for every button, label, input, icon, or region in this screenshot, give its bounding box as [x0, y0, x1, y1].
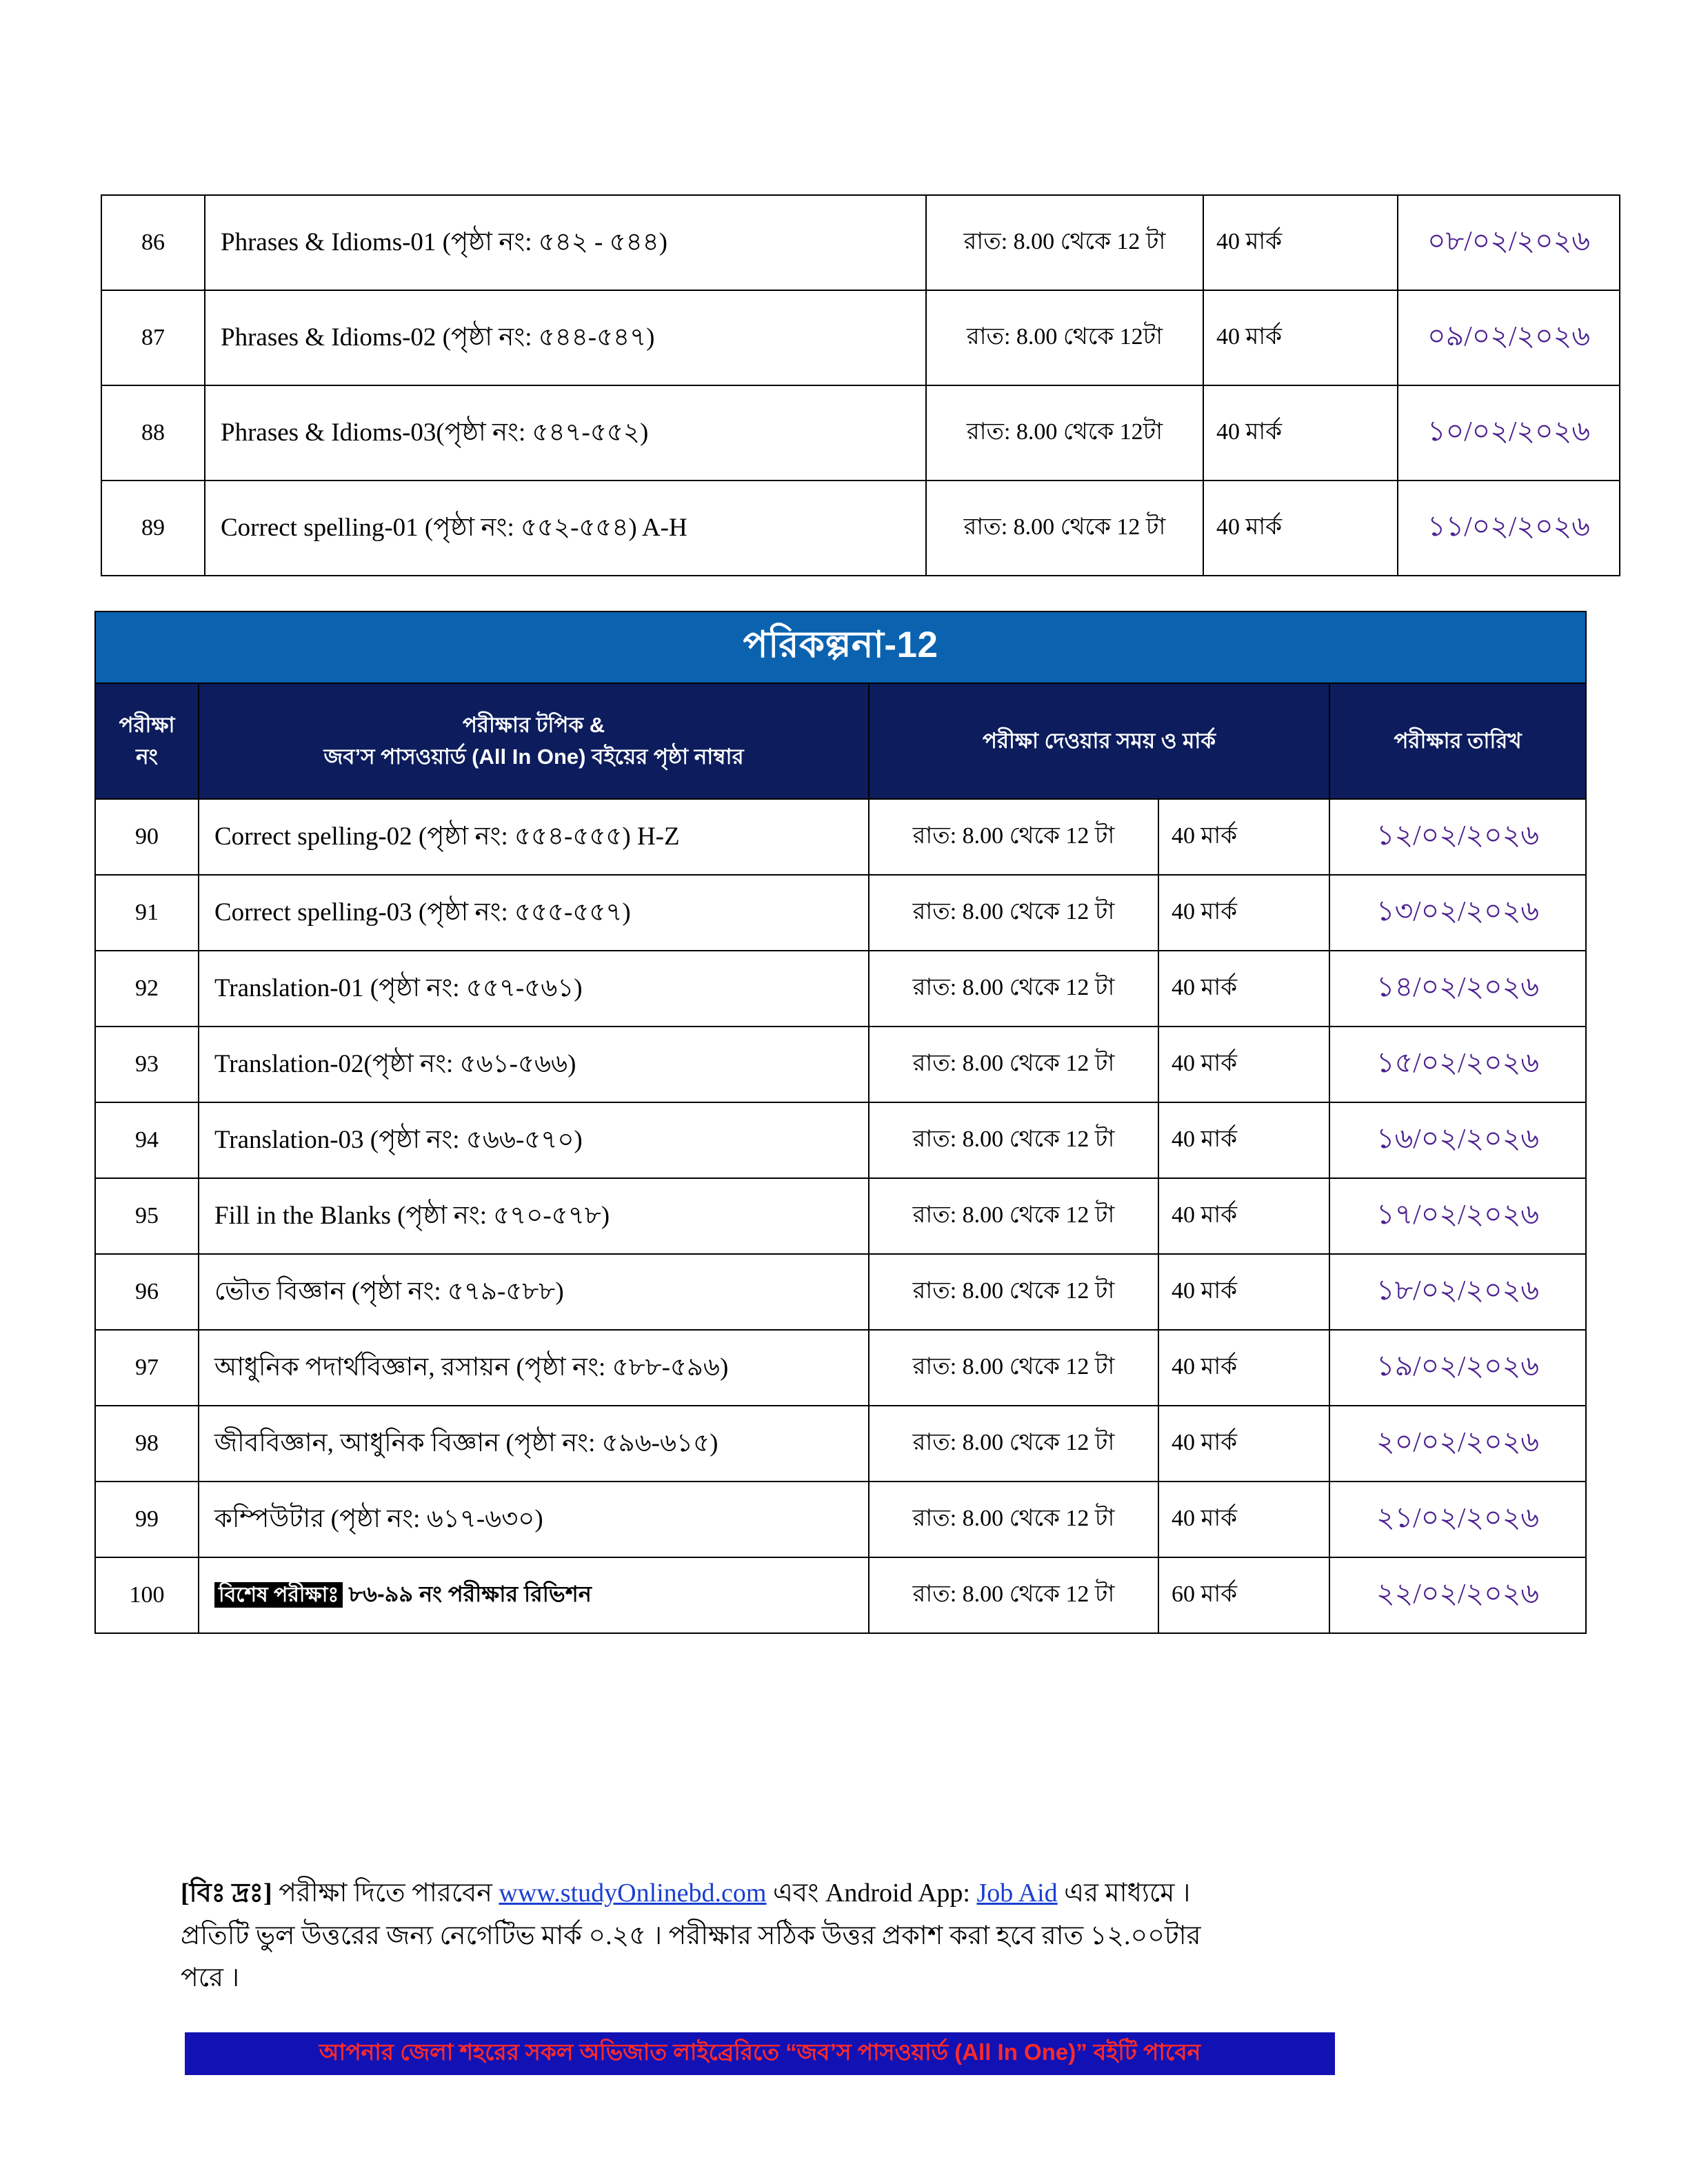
- cell-exam-date: ১৪/০২/২০২৬: [1329, 951, 1586, 1027]
- table-row-special: [95, 1557, 1586, 1633]
- cell-exam-date: ২০/০২/২০২৬: [1329, 1406, 1586, 1482]
- cell-exam-time: রাত: 8.00 থেকে 12 টা: [869, 875, 1158, 951]
- cell-exam-date: ১৩/০২/২০২৬: [1329, 875, 1586, 951]
- cell-exam-topic: Phrases & Idioms-01 (পৃষ্ঠা নং: ৫৪২ - ৫৪৪): [205, 195, 926, 290]
- cell-exam-no: 97: [95, 1330, 199, 1406]
- cell-exam-mark: 40 মার্ক: [1203, 195, 1398, 290]
- cell-exam-topic: Phrases & Idioms-02 (পৃষ্ঠা নং: ৫৪৪-৫৪৭): [205, 290, 926, 385]
- table-body: [101, 195, 1620, 576]
- cell-exam-time: রাত: 8.00 থেকে 12 টা: [869, 1330, 1158, 1406]
- cell-exam-date: ০৯/০২/২০২৬: [1398, 290, 1620, 385]
- table-row: [95, 1406, 1586, 1482]
- cell-exam-time: রাত: 8.00 থেকে 12টা: [926, 385, 1203, 481]
- column-header-topic: [199, 683, 869, 799]
- cell-exam-topic: Phrases & Idioms-03(পৃষ্ঠা নং: ৫৪৭-৫৫২): [205, 385, 926, 481]
- cell-exam-date: ২২/০২/২০২৬: [1329, 1557, 1586, 1633]
- cell-exam-time: রাত: 8.00 থেকে 12টা: [926, 290, 1203, 385]
- cell-exam-time: রাত: 8.00 থেকে 12 টা: [869, 1102, 1158, 1178]
- cell-exam-no: 91: [95, 875, 199, 951]
- cell-exam-no: 94: [95, 1102, 199, 1178]
- cell-exam-no: 100: [95, 1557, 199, 1633]
- cell-exam-time: রাত: 8.00 থেকে 12 টা: [869, 1557, 1158, 1633]
- cell-exam-mark: 40 মার্ক: [1158, 799, 1329, 875]
- cell-exam-topic: কম্পিউটার (পৃষ্ঠা নং: ৬১৭-৬৩০): [199, 1482, 869, 1557]
- special-exam-text: ৮৬-৯৯ নং পরীক্ষার রিভিশন: [348, 1581, 592, 1606]
- cell-exam-no: 86: [101, 195, 205, 290]
- job-aid-app-link[interactable]: Job Aid: [976, 1879, 1058, 1908]
- cell-exam-mark: 40 মার্ক: [1158, 1254, 1329, 1330]
- table-row: [95, 1482, 1586, 1557]
- cell-exam-no: 90: [95, 799, 199, 875]
- cell-exam-topic: Fill in the Blanks (পৃষ্ঠা নং: ৫৭০-৫৭৮): [199, 1178, 869, 1254]
- cell-exam-mark: 40 মার্ক: [1158, 1178, 1329, 1254]
- cell-exam-no: 89: [101, 481, 205, 576]
- bookstore-availability-ribbon: আপনার জেলা শহরের সকল অভিজাত লাইব্রেরিতে “জব’স পাসওয়ার্ড (All In One)” বইটি পাবেন: [185, 2032, 1335, 2075]
- table-row: [95, 1254, 1586, 1330]
- column-header-date: পরীক্ষার তারিখ: [1329, 683, 1586, 799]
- cell-exam-time: রাত: 8.00 থেকে 12 টা: [869, 1254, 1158, 1330]
- note-text-3: এর মাধ্যমে ।: [1057, 1879, 1191, 1908]
- cell-exam-date: ১৮/০২/২০২৬: [1329, 1254, 1586, 1330]
- cell-exam-mark: 40 মার্ক: [1203, 385, 1398, 481]
- banner-row: [95, 611, 1586, 683]
- cell-exam-topic: ভৌত বিজ্ঞান (পৃষ্ঠা নং: ৫৭৯-৫৮৮): [199, 1254, 869, 1330]
- header-line-2: নং: [136, 745, 158, 769]
- cell-exam-time: রাত: 8.00 থেকে 12 টা: [926, 481, 1203, 576]
- table-row: [95, 1330, 1586, 1406]
- cell-exam-no: 95: [95, 1178, 199, 1254]
- cell-exam-date: ১৫/০২/২০২৬: [1329, 1027, 1586, 1102]
- cell-exam-time: রাত: 8.00 থেকে 12 টা: [926, 195, 1203, 290]
- cell-exam-time: রাত: 8.00 থেকে 12 টা: [869, 1406, 1158, 1482]
- cell-exam-topic: Correct spelling-01 (পৃষ্ঠা নং: ৫৫২-৫৫৪) A-H: [205, 481, 926, 576]
- planner-banner-title: পরিকল্পনা-12: [95, 611, 1586, 683]
- cell-exam-time: রাত: 8.00 থেকে 12 টা: [869, 799, 1158, 875]
- cell-exam-topic: আধুনিক পদার্থবিজ্ঞান, রসায়ন (পৃষ্ঠা নং: ৫৮৮-৫৯৬): [199, 1330, 869, 1406]
- cell-exam-date: ১২/০২/২০২৬: [1329, 799, 1586, 875]
- header-row: [95, 683, 1586, 799]
- cell-exam-topic-special: [199, 1557, 869, 1633]
- special-exam-badge: বিশেষ পরীক্ষাঃ: [214, 1582, 343, 1608]
- table-row: [101, 385, 1620, 481]
- note-line-3: পরে ।: [181, 1963, 240, 1993]
- table-row: [101, 195, 1620, 290]
- table-row: [101, 481, 1620, 576]
- header-line-2: জব’স পাসওয়ার্ড (All In One) বইয়ের পৃষ্ঠা নাম্বার: [323, 745, 744, 769]
- cell-exam-mark: 40 মার্ক: [1203, 481, 1398, 576]
- cell-exam-no: 87: [101, 290, 205, 385]
- cell-exam-time: রাত: 8.00 থেকে 12 টা: [869, 1027, 1158, 1102]
- cell-exam-no: 88: [101, 385, 205, 481]
- cell-exam-time: রাত: 8.00 থেকে 12 টা: [869, 1178, 1158, 1254]
- note-text-2: এবং Android App:: [766, 1879, 977, 1908]
- note-line-2: প্রতিটি ভুল উত্তরের জন্য নেগেটিভ মার্ক ০.২৫ । পরীক্ষার সঠিক উত্তর প্রকাশ করা হবে রাত ১২.০০টার: [181, 1921, 1201, 1950]
- cell-exam-mark: 40 মার্ক: [1158, 1102, 1329, 1178]
- table-body: [95, 799, 1586, 1633]
- header-line-1: পরীক্ষা: [119, 712, 175, 737]
- cell-exam-mark: 40 মার্ক: [1203, 290, 1398, 385]
- cell-exam-date: ২১/০২/২০২৬: [1329, 1482, 1586, 1557]
- cell-exam-no: 93: [95, 1027, 199, 1102]
- cell-exam-mark: 60 মার্ক: [1158, 1557, 1329, 1633]
- cell-exam-topic: Translation-01 (পৃষ্ঠা নং: ৫৫৭-৫৬১): [199, 951, 869, 1027]
- cell-exam-topic: Correct spelling-03 (পৃষ্ঠা নং: ৫৫৫-৫৫৭): [199, 875, 869, 951]
- cell-exam-topic: Translation-03 (পৃষ্ঠা নং: ৫৬৬-৫৭০): [199, 1102, 869, 1178]
- column-header-exam-no: [95, 683, 199, 799]
- cell-exam-no: 98: [95, 1406, 199, 1482]
- cell-exam-date: ১৬/০২/২০২৬: [1329, 1102, 1586, 1178]
- cell-exam-time: রাত: 8.00 থেকে 12 টা: [869, 1482, 1158, 1557]
- column-header-time-marks: পরীক্ষা দেওয়ার সময় ও মার্ক: [869, 683, 1329, 799]
- cell-exam-date: ১১/০২/২০২৬: [1398, 481, 1620, 576]
- cell-exam-no: 96: [95, 1254, 199, 1330]
- cell-exam-no: 92: [95, 951, 199, 1027]
- cell-exam-time: রাত: 8.00 থেকে 12 টা: [869, 951, 1158, 1027]
- table-row: [95, 951, 1586, 1027]
- table-row: [95, 799, 1586, 875]
- footer-notes: [181, 1872, 1532, 2000]
- table-row: [95, 1102, 1586, 1178]
- note-prefix: [বিঃ দ্রঃ]: [181, 1879, 272, 1908]
- cell-exam-date: ০৮/০২/২০২৬: [1398, 195, 1620, 290]
- cell-exam-no: 99: [95, 1482, 199, 1557]
- cell-exam-mark: 40 মার্ক: [1158, 875, 1329, 951]
- header-line-1: পরীক্ষার টপিক &: [462, 712, 605, 737]
- studyonlinebd-link[interactable]: www.studyOnlinebd.com: [499, 1879, 767, 1908]
- cell-exam-topic: জীববিজ্ঞান, আধুনিক বিজ্ঞান (পৃষ্ঠা নং: ৫৯৬-৬১৫): [199, 1406, 869, 1482]
- cell-exam-date: ১৯/০২/২০২৬: [1329, 1330, 1586, 1406]
- table-head: [95, 611, 1586, 799]
- note-text-1: পরীক্ষা দিতে পারবেন: [272, 1879, 499, 1908]
- exam-schedule-continuation-table: [101, 194, 1620, 576]
- cell-exam-mark: 40 মার্ক: [1158, 1482, 1329, 1557]
- table-row: [101, 290, 1620, 385]
- cell-exam-mark: 40 মার্ক: [1158, 951, 1329, 1027]
- table-row: [95, 1178, 1586, 1254]
- cell-exam-topic: Correct spelling-02 (পৃষ্ঠা নং: ৫৫৪-৫৫৫) H-Z: [199, 799, 869, 875]
- table-row: [95, 1027, 1586, 1102]
- cell-exam-mark: 40 মার্ক: [1158, 1330, 1329, 1406]
- cell-exam-mark: 40 মার্ক: [1158, 1027, 1329, 1102]
- table-row: [95, 875, 1586, 951]
- cell-exam-date: ১৭/০২/২০২৬: [1329, 1178, 1586, 1254]
- cell-exam-date: ১০/০২/২০২৬: [1398, 385, 1620, 481]
- cell-exam-topic: Translation-02(পৃষ্ঠা নং: ৫৬১-৫৬৬): [199, 1027, 869, 1102]
- planner-12-table: [94, 611, 1587, 1634]
- cell-exam-mark: 40 মার্ক: [1158, 1406, 1329, 1482]
